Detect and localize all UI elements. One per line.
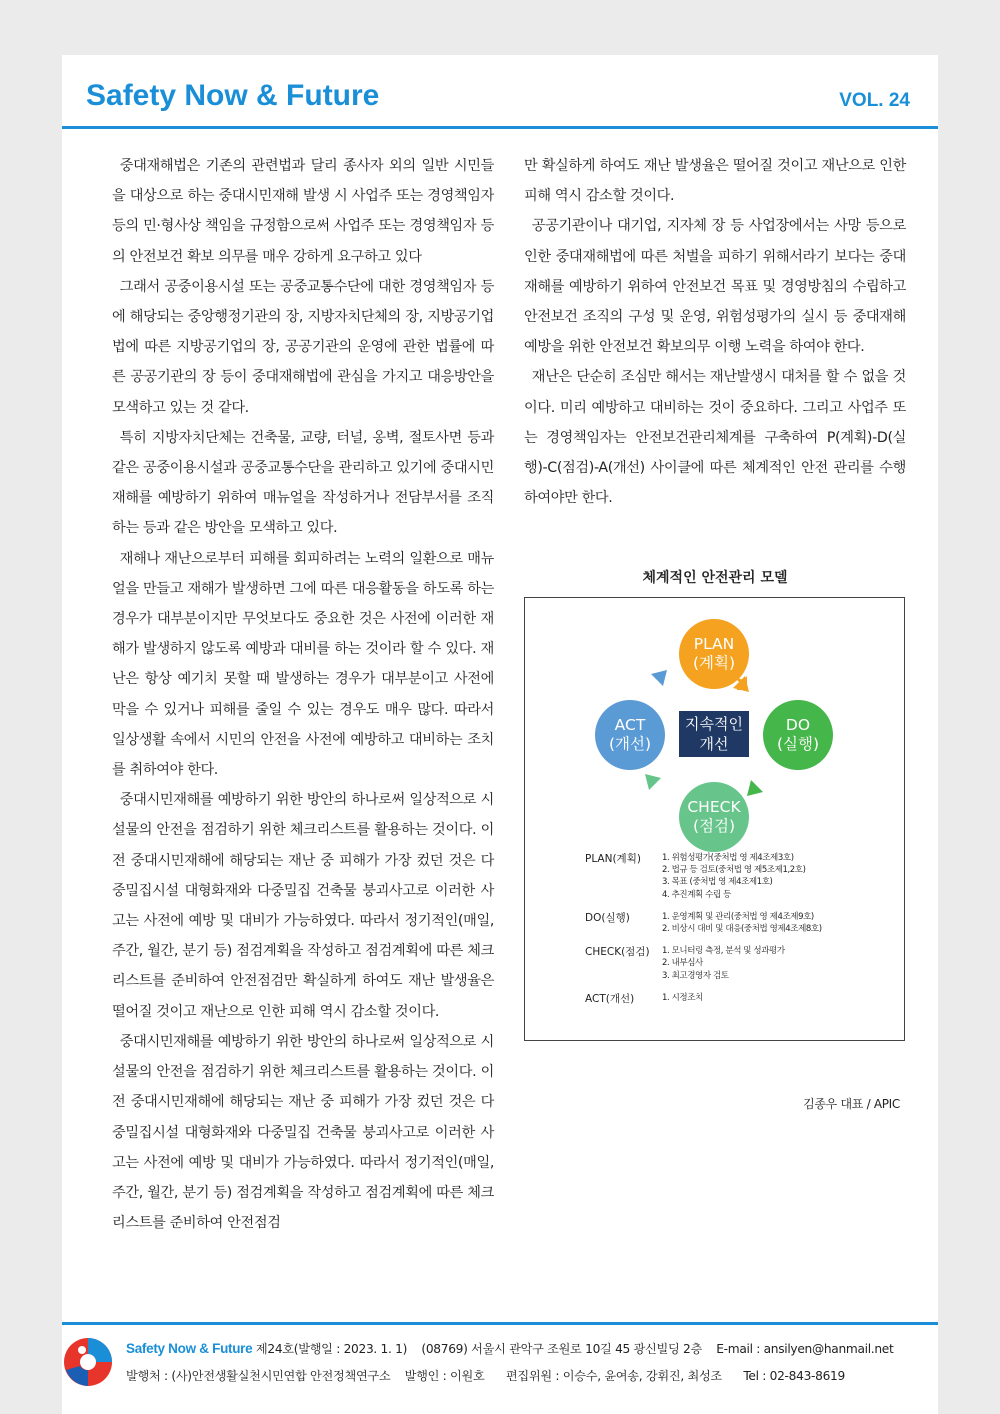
article-left-column	[112, 151, 494, 1238]
footer-email: E-mail : ansilyen@hanmail.net	[716, 1342, 894, 1356]
footer-line-2	[126, 1367, 845, 1384]
legend-row-do	[585, 911, 895, 935]
legend-row-plan	[585, 852, 895, 901]
arrow-check-to-act-icon	[645, 774, 665, 794]
footer-address: (08769) 서울시 관악구 조원로 10길 45 광신빌딩 2층	[421, 1342, 702, 1356]
do-label: DO	[785, 716, 811, 734]
legend-row-check	[585, 945, 895, 982]
act-circle	[595, 700, 665, 770]
footer-brand: Safety Now & Future	[126, 1341, 253, 1356]
plan-sublabel: (계획)	[692, 654, 736, 672]
magazine-title: Safety Now & Future	[86, 79, 380, 112]
paragraph: 특히 지방자치단체는 건축물, 교량, 터널, 옹벽, 절토사면 등과 같은 공중이용시설과 공중교통수단을 관리하고 있기에 중대시민재해를 예방하기 위하여 매뉴얼을 작성하거나 전담부서를 조직하는 등과 같은 방안을 모색하고 있다.	[112, 429, 494, 537]
arrow-do-to-check-icon	[747, 776, 767, 796]
page	[62, 55, 938, 1414]
footer-editors: 편집위원 : 이승수, 윤여송, 강휘진, 최성조	[505, 1369, 722, 1383]
legend-item: 3. 목표 (중처법 영 제4조제1호)	[662, 877, 773, 888]
legend-item: 2. 비상시 대비 및 대응(중처법 영제4조제8호)	[662, 924, 822, 935]
legend-item: 1. 모니터링 측정, 분석 및 성과평가	[662, 946, 785, 957]
author-credit: 김종우 대표 / APIC	[803, 1097, 900, 1111]
organization-logo-icon	[62, 1336, 114, 1388]
footer-line-1	[126, 1340, 893, 1357]
header-divider	[62, 126, 938, 129]
do-sublabel: (실행)	[776, 735, 820, 753]
volume-label: VOL. 24	[839, 90, 910, 111]
legend-item: 2. 법규 등 검토(중처법 영 제5조제1,2호)	[662, 865, 806, 876]
legend-label: DO(실행)	[585, 911, 630, 924]
act-sublabel: (개선)	[608, 735, 652, 753]
footer-tel: Tel : 02-843-8619	[743, 1369, 845, 1383]
do-circle	[763, 700, 833, 770]
check-sublabel: (점검)	[692, 817, 736, 835]
paragraph: 공공기관이나 대기업, 지자체 장 등 사업장에서는 사망 등으로 인한 중대재해법에 따른 처벌을 피하기 위해서라기 보다는 중대재해를 예방하기 위하여 안전보건 목표 및 경영방침의 수립하고 안전보건 조직의 구성 및 운영, 위험성평가의 실시 등 중대재해 예방을 위한 안전보건 확보의무 이행 노력을 하여야 한다.	[524, 218, 906, 356]
footer-divider	[62, 1322, 938, 1325]
paragraph: 중대시민재해를 예방하기 위한 방안의 하나로써 일상적으로 시설물의 안전을 점검하기 위한 체크리스트를 활용하는 것이다. 이전 중대시민재해에 해당되는 재난 중 피해가 가장 컸던 것은 다중밀집시설 대형화재와 다중밀집 건축물 붕괴사고로 이러한 사고는 사전에 예방 및 대비가 가능하였다. 따라서 정기적인(매일, 주간, 월간, 분기 등) 점검계획을 작성하고 점검계획에 따른 체크리스트를 준비하여 안전점검만 확실하게 하여도 재난 발생율은 떨어질 것이고 재난으로 인한 피해 역시 감소할 것이다.	[112, 792, 494, 1020]
footer-publisher: 발행처 : (사)안전생활실천시민연합 안전정책연구소	[126, 1369, 391, 1383]
legend-label: PLAN(계획)	[585, 853, 641, 865]
check-label: CHECK	[687, 798, 741, 816]
pdca-legend	[585, 852, 895, 1014]
article-right-column	[524, 151, 906, 513]
legend-item: 1. 위험성평가(중처법 영 제4조제3호)	[662, 853, 794, 863]
legend-label: CHECK(점검)	[585, 946, 650, 959]
paragraph: 만 확실하게 하여도 재난 발생율은 떨어질 것이고 재난으로 인한 피해 역시 감소할 것이다.	[524, 158, 906, 205]
arrow-act-to-plan-icon	[647, 670, 667, 690]
paragraph: 재난은 단순히 조심만 해서는 재난발생시 대처를 할 수 없을 것이다. 미리 예방하고 대비하는 것이 중요하다. 그리고 사업주 또는 경영책임자는 안전보건관리체계를 구축하여 P(계획)-D(실행)-C(점검)-A(개선) 사이클에 따른 체계적인 안전 관리를 수행하여야만 한다.	[524, 369, 906, 507]
pdca-figure	[524, 597, 905, 1041]
footer-issuer: 발행인 : 이원호	[404, 1369, 485, 1383]
footer-issue: 제24호(발행일 : 2023. 1. 1)	[255, 1342, 408, 1356]
legend-item: 2. 내부심사	[662, 958, 703, 969]
act-label: ACT	[614, 716, 646, 734]
check-circle	[679, 782, 749, 852]
plan-label: PLAN	[693, 635, 735, 653]
plan-circle	[679, 619, 749, 689]
continuous-improvement-box	[679, 711, 749, 757]
legend-label: ACT(개선)	[585, 992, 635, 1005]
center-label: 지속적인	[685, 715, 743, 733]
paragraph: 중대재해법은 기존의 관련법과 달리 종사자 외의 일반 시민들을 대상으로 하는 중대시민재해 발생 시 사업주 또는 경영책임자 등의 민·형사상 책임을 규정함으로써 사업주 또는 경영책임자 등의 안전보건 확보 의무를 매우 강하게 요구하고 있다	[112, 158, 494, 265]
paragraph: 중대시민재해를 예방하기 위한 방안의 하나로써 일상적으로 시설물의 안전을 점검하기 위한 체크리스트를 활용하는 것이다. 이전 중대시민재해에 해당되는 재난 중 피해가 가장 컸던 것은 다중밀집시설 대형화재와 다중밀집 건축물 붕괴사고로 이러한 사고는 사전에 예방 및 대비가 가능하였다. 따라서 정기적인(매일, 주간, 월간, 분기 등) 점검계획을 작성하고 점검계획에 따른 체크리스트를 준비하여 안전점검	[112, 1033, 494, 1232]
figure-title: 체계적인 안전관리 모델	[642, 570, 788, 586]
legend-item: 1. 운영계획 및 관리(중처법 영 제4조제9호)	[662, 911, 814, 922]
legend-row-act	[585, 992, 895, 1004]
legend-item: 3. 최고경영자 검토	[662, 970, 729, 981]
paragraph: 재해나 재난으로부터 피해를 회피하려는 노력의 일환으로 매뉴얼을 만들고 재해가 발생하면 그에 따른 대응활동을 하도록 하는 경우가 대부분이지만 무엇보다도 중요한 것은 사전에 이러한 재해가 발생하지 않도록 예방과 대비를 하는 것이라 할 수 있다. 재난은 항상 예기치 못할 때 발생하는 경우가 대부분이고 사전에 막을 수 있거나 피해를 줄일 수 있는 경우도 매우 많다. 따라서 일상생활 속에서 시민의 안전을 사전에 예방하고 대비하는 조치를 취하여야 한다.	[112, 550, 494, 779]
paragraph: 그래서 공중이용시설 또는 공중교통수단에 대한 경영책임자 등에 해당되는 중앙행정기관의 장, 지방자치단체의 장, 지방공기업법에 따른 지방공기업의 장, 공공기관의 운영에 관한 법률에 따른 공공기관의 장 등이 중대재해법에 관심을 가지고 대응방안을 모색하고 있는 것 같다.	[112, 278, 494, 416]
center-sublabel: 개선	[699, 735, 729, 753]
legend-item: 4. 추진계획 수립 등	[662, 889, 731, 900]
legend-item: 1. 시정조치	[662, 992, 703, 1003]
